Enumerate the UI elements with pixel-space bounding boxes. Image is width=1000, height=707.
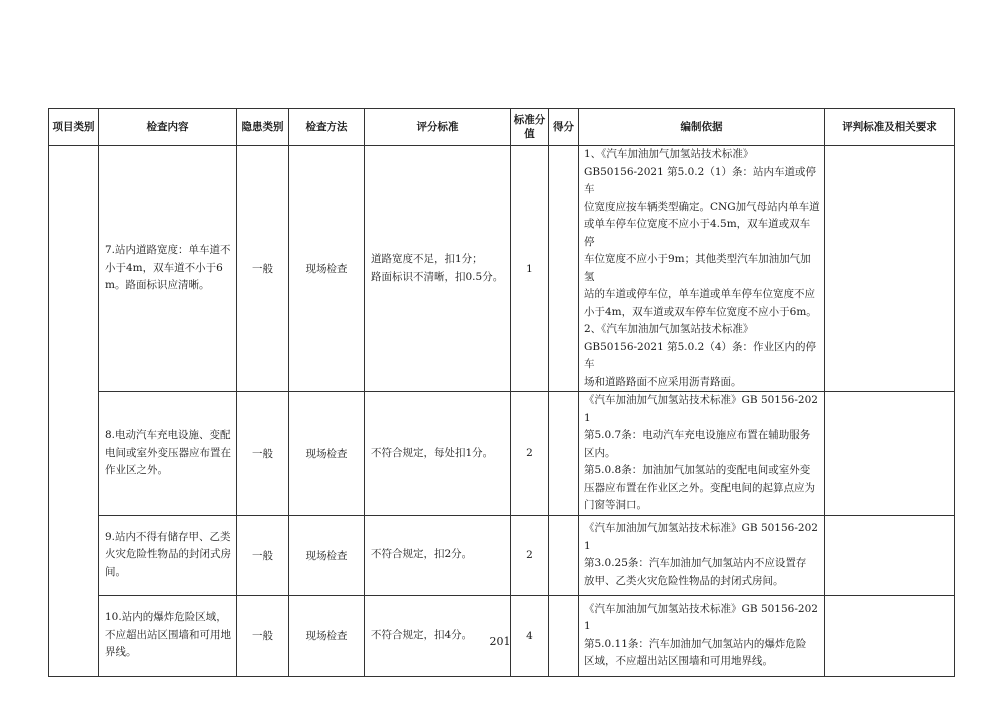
basis-line: 第3.0.25条：汽车加油加气加氢站内不应设置存 [584,557,807,569]
basis-line: 《汽车加油加气加氢站技术标准》GB 50156-2021 [584,394,818,424]
requirements-cell [825,146,955,392]
basis-line: 第5.0.11条：汽车加油加气加氢站内的爆炸危险 [584,637,807,650]
standard-cell [365,515,511,595]
basis-line: 压器应布置在作业区之外。变配电间的起算点应为 [584,481,815,494]
basis-line: 或单车停车位宽度不应小于4.5m，双车道或双车停 [584,218,811,248]
content-cell: 8.电动汽车充电设施、变配电间或室外变压器应布置在作业区之外。 [99,392,237,516]
content-cell: 10.站内的爆炸危险区域，不应超出站区围墙和可用地界线。 [99,595,237,676]
basis-cell [579,146,825,392]
header-row [49,109,955,146]
header-basis: 编制依据 [579,109,825,146]
header-score: 得分 [549,109,579,146]
header-hazard: 隐患类别 [237,109,289,146]
basis-cell [579,392,825,516]
basis-line: 第5.0.7条：电动汽车充电设施应布置在辅助服务 [584,429,811,441]
header-content: 检查内容 [99,109,237,146]
standard-cell [365,146,511,392]
score-std-cell: 2 [511,392,549,516]
basis-line: 门窗等洞口。 [584,499,647,511]
standard-line: 不符合规定，扣4分。 [371,628,473,641]
basis-line: GB50156-2021 第5.0.2（4）条：作业区内的停车 [584,340,817,370]
basis-line: 第5.0.8条：加油加气加氢站的变配电间或室外变 [584,464,811,476]
category-cell [49,146,99,677]
inspection-table [48,108,955,677]
basis-line: 小于4m，双车道或双车停车位宽度不应小于6m。 [584,305,817,318]
method-cell: 现场检查 [289,515,365,595]
header-standard: 评分标准 [365,109,511,146]
page-number: 201 [489,635,511,648]
table-row [49,515,955,595]
requirements-cell [825,392,955,516]
standard-line: 道路宽度不足，扣1分； [371,253,483,265]
basis-line: 放甲、乙类火灾危险性物品的封闭式房间。 [584,574,784,587]
hazard-cell: 一般 [237,515,289,595]
score-cell [549,146,579,392]
table-row [49,146,955,392]
header-score-std: 标准分值 [511,109,549,146]
basis-cell [579,515,825,595]
basis-line: 位宽度应按车辆类型确定。CNG加气母站内单车道 [584,200,820,213]
standard-line: 不符合规定，扣2分。 [371,548,473,561]
header-category: 项目类别 [49,109,99,146]
score-cell [549,515,579,595]
method-cell: 现场检查 [289,146,365,392]
basis-line: 《汽车加油加气加氢站技术标准》GB 50156-2021 [584,602,818,632]
requirements-cell [825,515,955,595]
hazard-cell: 一般 [237,392,289,516]
basis-line: GB50156-2021 第5.0.2（1）条：站内车道或停车 [584,165,817,195]
header-method: 检查方法 [289,109,365,146]
basis-line: 1、《汽车加油加气加氢站技术标准》 [584,148,754,160]
basis-line: 场和道路路面不应采用沥青路面。 [584,375,742,388]
hazard-cell: 一般 [237,146,289,392]
basis-line: 站的车道或停车位，单车道或单车停车位宽度不应 [584,288,815,300]
score-std-cell: 1 [511,146,549,392]
basis-line: 2、《汽车加油加气加氢站技术标准》 [584,323,754,335]
header-requirements: 评判标准及相关要求 [825,109,955,146]
basis-line: 车位宽度不应小于9m；其他类型汽车加油加气加氢 [584,253,811,283]
score-cell [549,392,579,516]
method-cell: 现场检查 [289,392,365,516]
method-cell: 现场检查 [289,595,365,676]
basis-line: 《汽车加油加气加氢站技术标准》GB 50156-2021 [584,522,818,552]
standard-line: 路面标识不清晰，扣0.5分。 [371,270,504,283]
basis-line: 区域，不应超出站区围墙和可用地界线。 [584,655,773,667]
table-row [49,392,955,516]
standard-line: 不符合规定，每处扣1分。 [371,446,494,459]
hazard-cell: 一般 [237,595,289,676]
content-cell: 9.站内不得有储存甲、乙类火灾危险性物品的封闭式房间。 [99,515,237,595]
score-std-cell: 2 [511,515,549,595]
standard-cell [365,392,511,516]
content-cell: 7.站内道路宽度：单车道不小于4m，双车道不小于6m。路面标识应清晰。 [99,146,237,392]
score-std-cell: 4 [511,595,549,676]
basis-line: 区内。 [584,446,616,459]
